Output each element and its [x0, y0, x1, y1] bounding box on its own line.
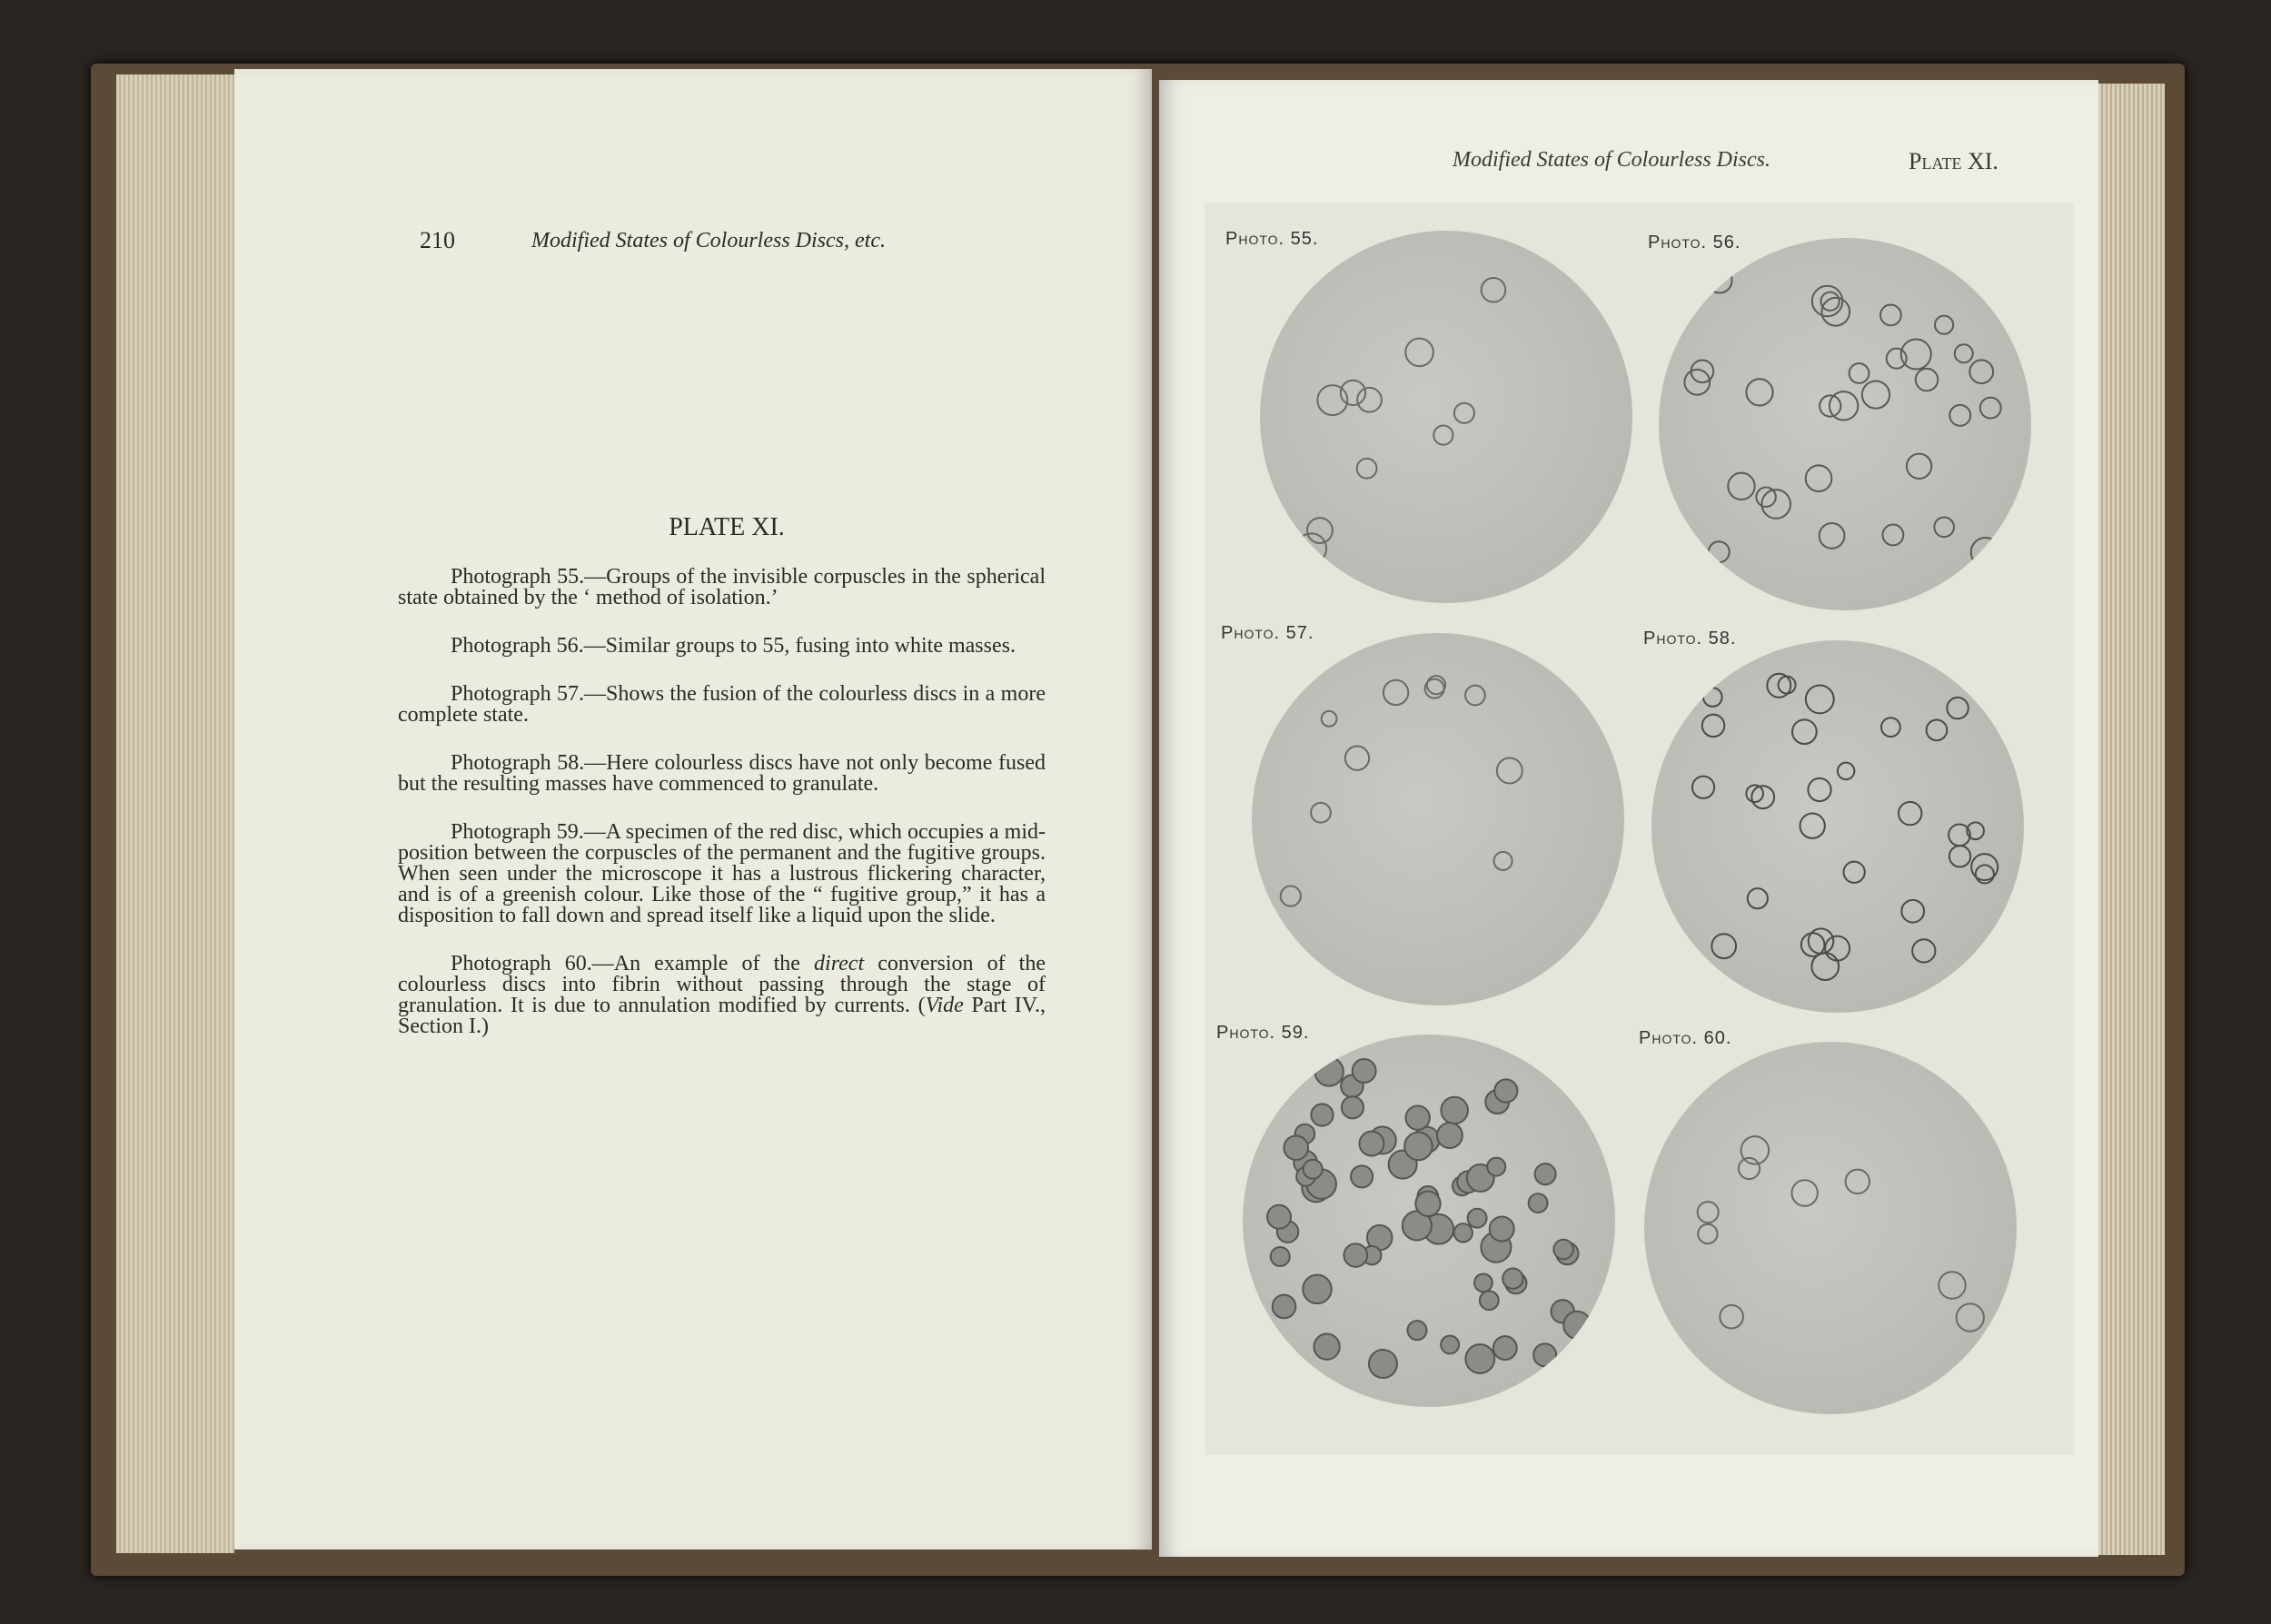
cell: [1792, 719, 1817, 744]
cell: [1404, 1133, 1433, 1161]
cell: [1969, 360, 1993, 383]
cell: [1497, 758, 1522, 783]
cell: [1899, 802, 1921, 825]
cell: [1267, 1205, 1291, 1229]
cell: [1502, 1268, 1522, 1288]
photo-label-56: Photo. 56.: [1648, 233, 1741, 253]
cell: [1880, 305, 1901, 326]
cell: [1843, 862, 1864, 883]
cell: [1901, 900, 1924, 923]
cell: [1311, 803, 1331, 823]
cell: [1303, 1275, 1332, 1304]
cell: [1284, 1135, 1308, 1160]
cell: [1711, 934, 1736, 958]
cell: [1698, 1202, 1719, 1223]
paragraph-photo-60: [398, 954, 1046, 1037]
micrograph-57: [1252, 633, 1624, 1005]
cell: [1811, 953, 1839, 980]
micrograph-59: [1243, 1035, 1615, 1407]
cell: [1882, 525, 1903, 546]
photo-label-55: Photo. 55.: [1225, 229, 1319, 249]
cell: [1800, 814, 1825, 838]
photo-label-57: Photo. 57.: [1221, 623, 1314, 643]
cell: [1342, 1096, 1364, 1118]
cell: [1454, 1223, 1473, 1242]
cell: [1881, 718, 1900, 737]
paragraph-photo-57: Photograph 57.—Shows the fusion of the colourless discs in a more complete state.: [398, 682, 1046, 727]
cell: [1359, 1132, 1383, 1156]
cell: [1955, 344, 1973, 362]
cell-texture: [1644, 1042, 2017, 1414]
paragraph-photo-55: Photograph 55.—Groups of the invisible corpuscles in the spherical state obtained by the ‘ method of isolation.’: [398, 565, 1046, 609]
micrograph-58: [1651, 640, 2024, 1013]
cell: [1415, 1192, 1440, 1216]
plate-title: PLATE XI.: [669, 513, 785, 541]
cell: [1405, 339, 1433, 367]
micrograph-55: [1260, 231, 1632, 603]
plate-label: Plate XI.: [1909, 148, 1998, 174]
cell: [1535, 1164, 1556, 1184]
plate-descriptions: [398, 567, 1046, 1065]
photo-label-60: Photo. 60.: [1639, 1028, 1732, 1048]
cell: [1698, 1224, 1717, 1243]
text: Photograph 60.—An example of the: [451, 952, 815, 975]
text: conversion of the colourless discs into fibrin without passing through the stage of granulation. It is due to annulation modified by currents. (: [398, 952, 1046, 1017]
cell: [1779, 677, 1796, 694]
cell: [1480, 1291, 1499, 1310]
cell-texture: [1243, 1035, 1615, 1407]
cell: [1322, 711, 1337, 727]
cell: [1281, 886, 1301, 906]
micrograph-56: [1659, 238, 2031, 610]
cell: [1821, 298, 1850, 326]
text: Part IV., Section I.): [398, 994, 1046, 1038]
running-head-right: Modified States of Colourless Discs.: [1453, 148, 1770, 172]
cell: [1465, 1344, 1494, 1373]
paragraph-photo-56: Photograph 56.—Similar groups to 55, fusing into white masses.: [451, 634, 1016, 658]
cell: [1454, 403, 1474, 423]
cell: [1746, 785, 1763, 802]
cell: [1304, 1160, 1323, 1179]
cell: [1912, 939, 1935, 962]
cell: [1692, 777, 1714, 798]
cell: [1820, 523, 1845, 549]
cell: [1949, 846, 1970, 866]
cell: [1383, 680, 1408, 705]
cell: [1271, 1247, 1290, 1266]
cell: [1748, 888, 1768, 908]
cell: [1437, 1123, 1463, 1148]
cell: [1351, 1165, 1373, 1187]
cell: [1357, 459, 1377, 479]
cell: [1838, 763, 1854, 779]
cell: [1482, 278, 1506, 302]
cell: [1907, 454, 1931, 479]
cell: [1702, 715, 1725, 738]
cell: [1957, 1303, 1984, 1331]
cell: [1746, 379, 1772, 405]
cell: [1353, 1059, 1376, 1083]
cell: [1474, 1273, 1493, 1292]
emphasis: Vide: [925, 994, 964, 1017]
cell: [1307, 518, 1333, 543]
cell-texture: [1260, 231, 1632, 603]
cell: [1341, 381, 1365, 405]
cell: [1344, 1243, 1367, 1267]
cell: [1357, 388, 1382, 412]
cell: [1825, 936, 1850, 961]
cell: [1490, 1217, 1514, 1242]
cell: [1939, 1272, 1965, 1298]
photo-label-59: Photo. 59.: [1216, 1023, 1310, 1043]
cell: [1369, 1350, 1397, 1378]
cell: [1934, 517, 1954, 537]
cell: [1739, 1158, 1760, 1179]
cell: [1311, 1104, 1333, 1125]
cell: [1494, 852, 1512, 870]
cell-texture: [1651, 640, 2024, 1013]
cell: [1314, 1334, 1339, 1360]
cell-texture: [1252, 633, 1624, 1005]
micrograph-60: [1644, 1042, 2017, 1414]
page-number: 210: [420, 227, 455, 253]
cell: [1468, 1209, 1487, 1228]
cell: [1935, 316, 1953, 334]
cell: [1916, 369, 1939, 391]
cell: [1345, 747, 1369, 770]
cell: [1846, 1170, 1869, 1193]
paragraph-photo-59: Photograph 59.—A specimen of the red disc, which occupies a mid-position between the corpuscles of the permanent and the fugitive groups. When seen under the microscope it has a lustrous flickering character, and is of a greenish colour. Like those of the “ fugitive group,” it has a disposition to fall down and spread itself like a liquid upon the slide.: [398, 820, 1046, 927]
cell: [1949, 405, 1970, 426]
cell: [1407, 1321, 1426, 1340]
cell: [1529, 1193, 1548, 1213]
cell: [1273, 1295, 1296, 1319]
cell: [1494, 1079, 1517, 1102]
photo-label-58: Photo. 58.: [1643, 629, 1737, 649]
cell: [1806, 685, 1834, 713]
cell: [1720, 1305, 1743, 1329]
cell-texture: [1659, 238, 2031, 610]
cell: [1801, 933, 1825, 956]
cell: [1406, 1105, 1430, 1129]
cell: [1465, 686, 1485, 706]
page-edges-right: [2094, 84, 2165, 1555]
cell: [1887, 349, 1907, 369]
cell: [1493, 1336, 1517, 1360]
cell: [1806, 465, 1832, 491]
cell: [1820, 292, 1839, 311]
cell: [1487, 1158, 1505, 1176]
emphasis: direct: [814, 952, 865, 975]
cell: [1927, 720, 1948, 741]
cell: [1808, 778, 1830, 801]
page-edges-left: [116, 74, 234, 1553]
paragraph-photo-58: Photograph 58.—Here colourless discs have not only become fused but the resulting masses have commenced to granulate.: [398, 751, 1046, 796]
cell: [1433, 425, 1453, 444]
cell: [1980, 398, 2001, 419]
cell: [1947, 698, 1968, 718]
cell: [1728, 473, 1754, 500]
cell: [1791, 1180, 1817, 1205]
running-head-left: Modified States of Colourless Discs, etc.: [531, 229, 886, 253]
cell: [1441, 1336, 1459, 1354]
cell: [1850, 363, 1869, 383]
cell: [1553, 1240, 1573, 1260]
cell: [1862, 381, 1889, 408]
cell: [1441, 1097, 1468, 1124]
